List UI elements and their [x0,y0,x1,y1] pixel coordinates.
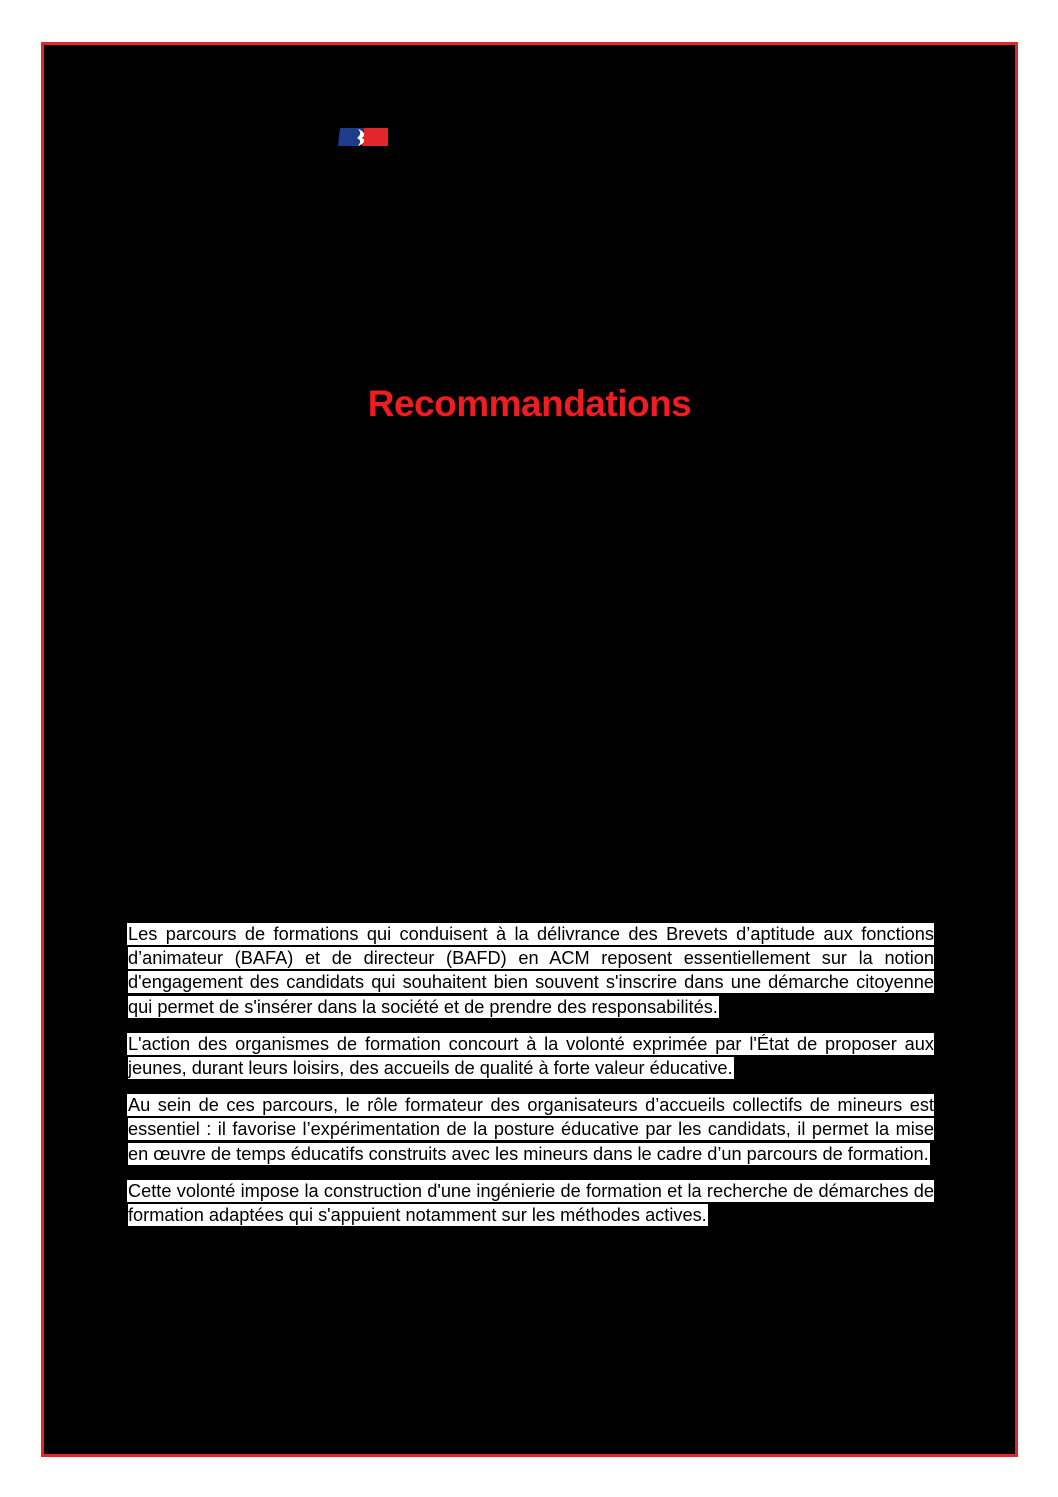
body-text [128,922,934,1240]
marianne-flag-icon [338,126,390,148]
document-page [41,42,1018,1457]
page-title: Recommandations [367,383,692,424]
paragraph-4: Cette volonté impose la construction d'une ingénierie de formation et la recherche de démarches de formation adaptées qui s'appuient notamment sur les méthodes actives. [128,1180,934,1226]
paragraph-2: L'action des organismes de formation concourt à la volonté exprimée par l'État de proposer aux jeunes, durant leurs loisirs, des accueils de qualité à forte valeur éducative. [128,1033,934,1079]
paragraph-1: Les parcours de formations qui conduisent à la délivrance des Brevets d’aptitude aux fonctions d’animateur (BAFA) et de directeur (BAFD) en ACM reposent essentiellement sur la notion d'engagement des candidats qui souhaitent bien souvent s'inscrire dans une démarche citoyenne qui permet de s'insérer dans la société et de prendre des responsabilités. [128,924,934,1017]
paragraph-3: Au sein de ces parcours, le rôle formateur des organisateurs d’accueils collectifs de mineurs est essentiel : il favorise l’expérimentation de la posture éducative par les candidats, il permet la mise en œuvre de temps éducatifs construits avec les mineurs dans le cadre d’un parcours de formation. [128,1095,934,1164]
